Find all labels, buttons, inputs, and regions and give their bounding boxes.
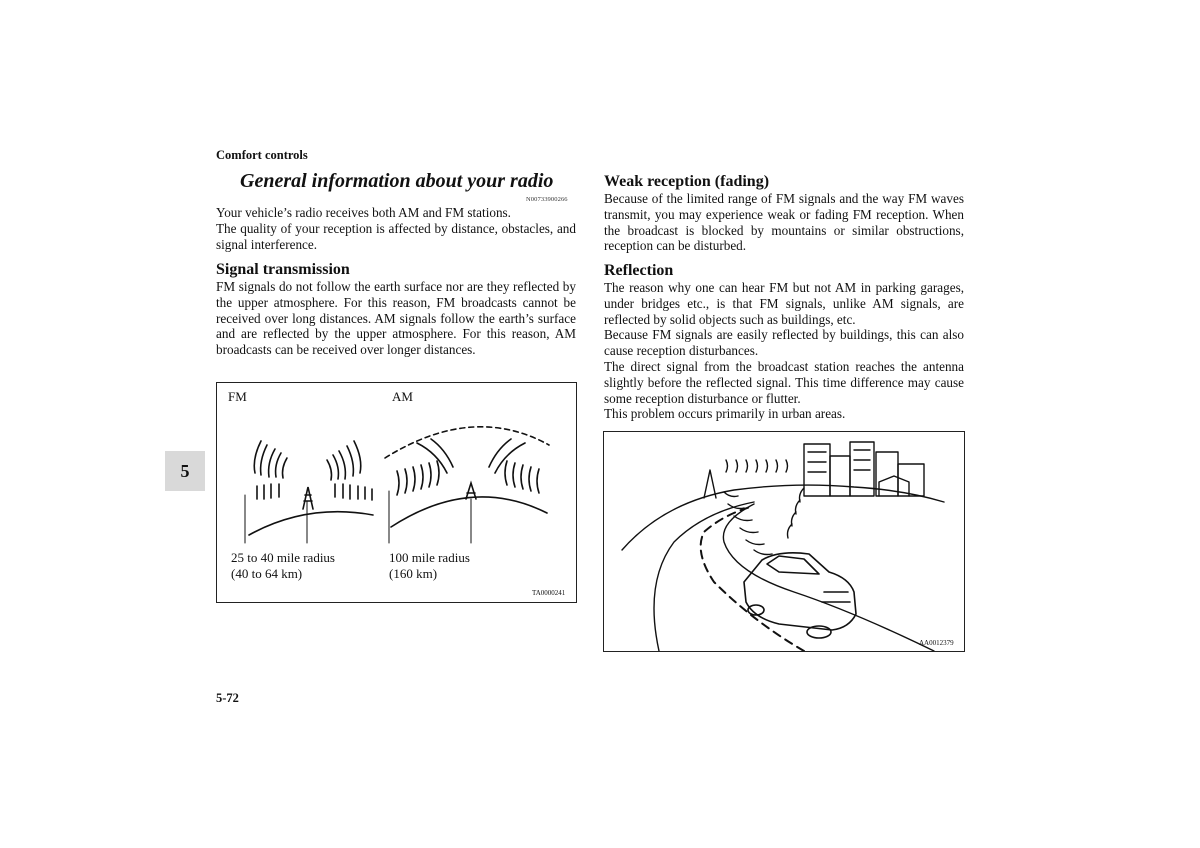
reflection-text: [604, 280, 964, 422]
fm-radius-line-1: 25 to 40 mile radius: [231, 550, 335, 565]
road-left-edge: [654, 502, 754, 651]
fm-am-range-figure: [216, 382, 577, 603]
intro-line-2: The quality of your reception is affected by distance, obstacles, and signal interference.: [216, 220, 576, 252]
fm-label: FM: [228, 389, 247, 404]
figure-code: TA0000241: [532, 589, 566, 597]
am-radius-line-2: (160 km): [389, 566, 438, 581]
reflection-paragraph-1: The reason why one can hear FM but not AM in parking garages, under bridges etc., is that FM signals, unlike AM signals, are reflected by solid objects such as buildings, etc.: [604, 280, 964, 327]
reflection-diagram: [604, 432, 964, 651]
reflection-heading: Reflection: [604, 262, 674, 279]
signal-transmission-heading: Signal transmission: [216, 261, 350, 278]
page-number: 5-72: [216, 691, 239, 705]
signal-transmission-text: FM signals do not follow the earth surface nor are they reflected by the upper atmosphere. For this reason, FM broadcasts cannot be received over long distances. AM signals follow the earth’s surface and are reflected by the upper atmosphere. For this reason, AM broadcasts can be received over longer distances.: [216, 279, 576, 358]
intro-line-1: Your vehicle’s radio receives both AM and FM stations.: [216, 205, 511, 220]
reference-code: N00733900266: [526, 196, 568, 203]
am-earth-curve: [391, 497, 547, 527]
weak-reception-heading: Weak reception (fading): [604, 173, 770, 190]
reflection-paragraph-4: This problem occurs primarily in urban areas.: [604, 406, 846, 422]
chapter-tab: [165, 451, 205, 491]
figure-code-reflection: AA0012379: [919, 639, 954, 647]
intro-text: [216, 205, 576, 252]
reflection-paragraph-2: Because FM signals are easily reflected by buildings, this can also cause reception disturbances.: [604, 327, 964, 359]
page-title: General information about your radio: [240, 170, 554, 192]
reflection-paragraph-3: The direct signal from the broadcast station reaches the antenna slightly before the reflected signal. This time difference may cause some reception disturbance or flutter.: [604, 358, 964, 406]
am-tower: [466, 483, 476, 499]
reflection-figure: [603, 431, 965, 652]
am-radius-line-1: 100 mile radius: [389, 550, 470, 565]
am-label: AM: [392, 389, 413, 404]
section-header: Comfort controls: [216, 148, 308, 162]
fm-tower: [303, 487, 313, 509]
chapter-number: 5: [180, 460, 190, 481]
fm-earth-curve: [249, 512, 373, 535]
hill-line: [622, 485, 944, 550]
car: [744, 553, 856, 638]
fm-radius-line-2: (40 to 64 km): [231, 566, 303, 581]
weak-reception-text: Because of the limited range of FM signals and the way FM waves transmit, you may experience weak or fading FM reception. When the broadcast is blocked by mountains or similar obstructions, reception can be disturbed.: [604, 191, 964, 254]
